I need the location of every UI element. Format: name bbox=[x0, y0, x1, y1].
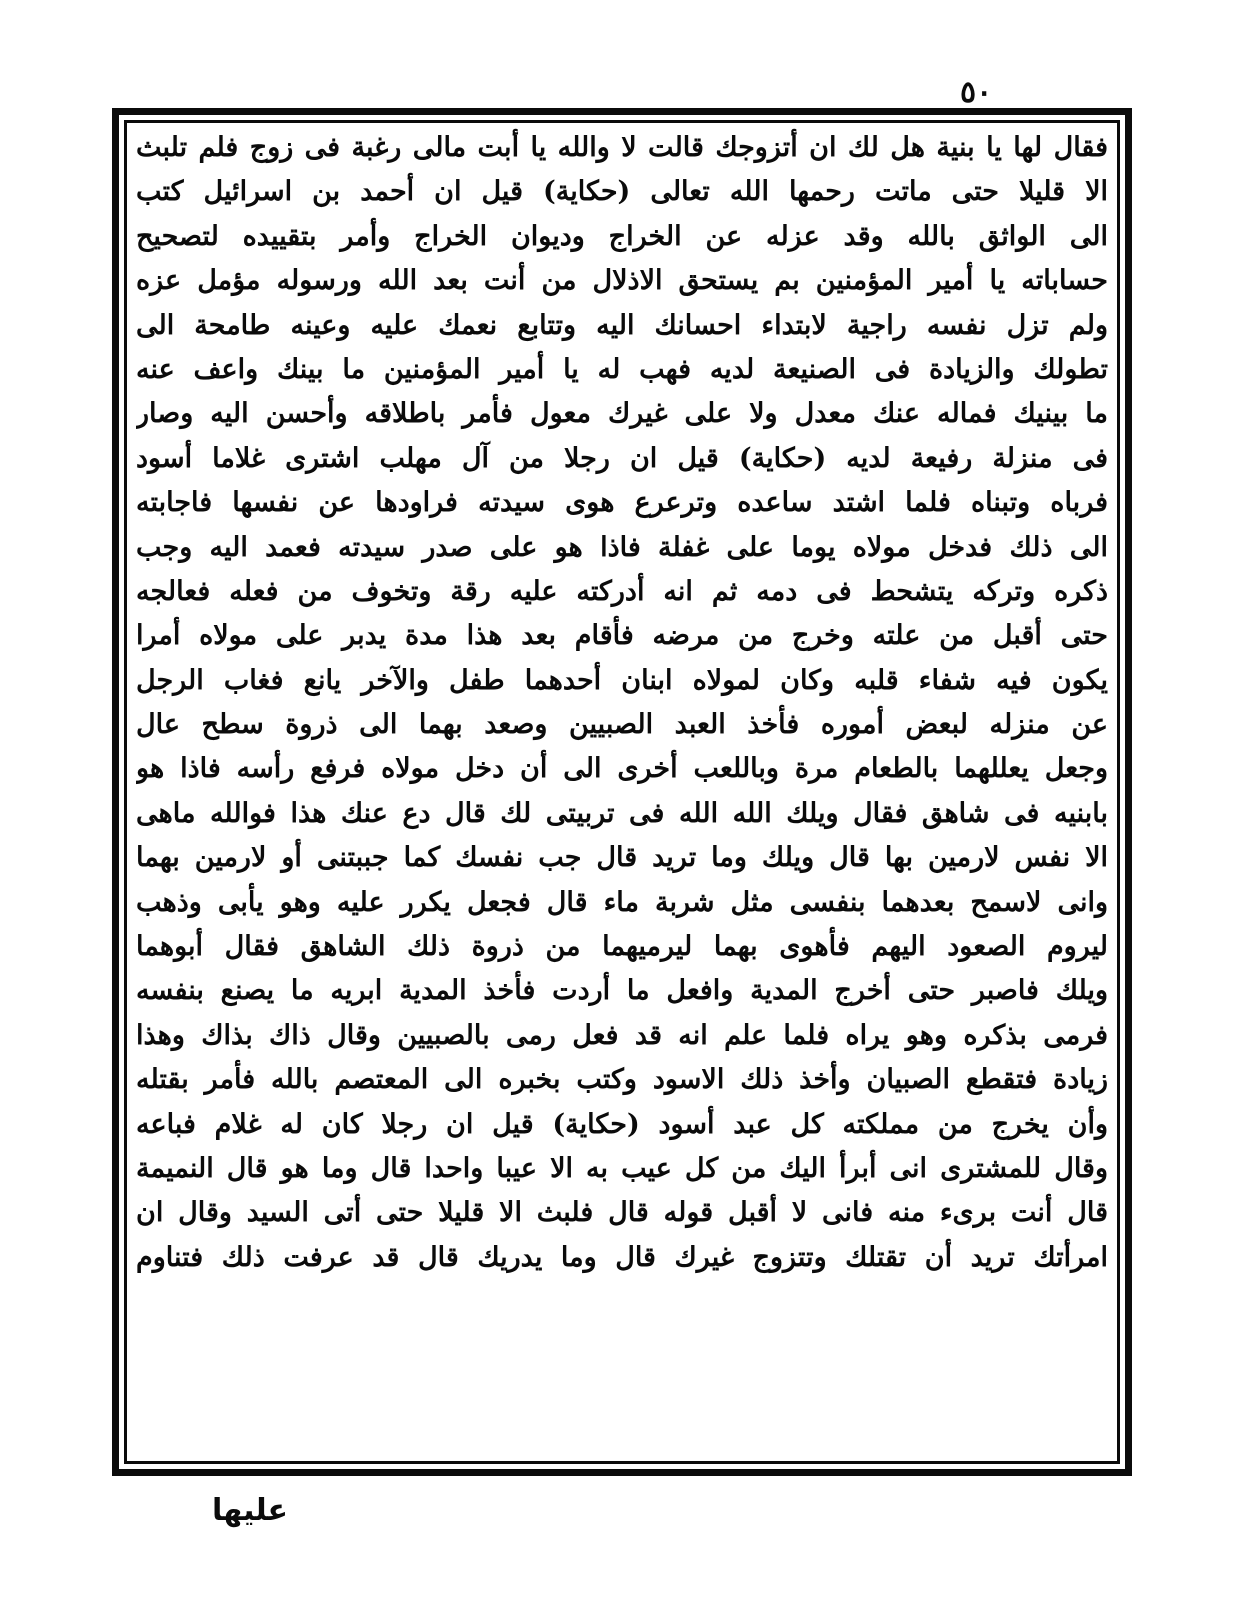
text-line: عن منزله لبعض أموره فأخذ العبد الصبيين وصعد بهما الى ذروة سطح عال bbox=[136, 709, 1108, 741]
text-line: حساباته يا أمير المؤمنين بم يستحق الاذلال من أنت بعد الله ورسوله مؤمل عزه bbox=[136, 265, 1108, 297]
text-line: قال أنت برىء منه فانى لا أقبل قوله قال فلبث الا قليلا حتى أتى السيد وقال ان bbox=[136, 1197, 1108, 1229]
main-text-block bbox=[136, 126, 1108, 1460]
text-line: وقال للمشترى انى أبرأ اليك من كل عيب به الا عيبا واحدا قال وما هو قال النميمة bbox=[136, 1152, 1108, 1184]
catchword: عليها bbox=[212, 1493, 289, 1528]
text-line: الى الواثق بالله وقد عزله عن الخراج وديوان الخراج وأمر بتقييده لتصحيح bbox=[136, 220, 1108, 252]
text-line: الا نفس لارمين بها قال ويلك وما تريد قال جب نفسك كما جببتنى أو لارمين بهما bbox=[136, 842, 1108, 874]
text-line: وأن يخرج من مملكته كل عبد أسود (حكاية) قيل ان رجلا كان له غلام فباعه bbox=[136, 1108, 1108, 1140]
text-line: حتى أقبل من علته وخرج من مرضه فأقام بعد هذا مدة يدبر على مولاه أمرا bbox=[136, 620, 1108, 652]
text-line: زيادة فتقطع الصبيان وأخذ ذلك الاسود وكتب بخبره الى المعتصم بالله فأمر بقتله bbox=[136, 1064, 1108, 1096]
text-line: ليروم الصعود اليهم فأهوى بهما ليرميهما من ذروة ذلك الشاهق فقال أبوهما bbox=[136, 931, 1108, 963]
text-line: بابنيه فى شاهق فقال ويلك الله الله فى تربيتى لك قال دع عنك هذا فوالله ماهى bbox=[136, 797, 1108, 829]
page-number: ٥٠ bbox=[960, 75, 993, 110]
text-line: ذكره وتركه يتشحط فى دمه ثم انه أدركته عليه رقة وتخوف من فعله فعالجه bbox=[136, 575, 1108, 607]
text-line: ما بينيك فماله عنك معدل ولا على غيرك معول فأمر باطلاقه وأحسن اليه وصار bbox=[136, 398, 1108, 430]
text-line: الا قليلا حتى ماتت رحمها الله تعالى (حكاية) قيل ان أحمد بن اسرائيل كتب bbox=[136, 176, 1108, 208]
text-line: فرمى بذكره وهو يراه فلما علم انه قد فعل رمى بالصبيين وقال ذاك بذاك وهذا bbox=[136, 1019, 1108, 1051]
text-line: امرأتك تريد أن تقتلك وتتزوج غيرك قال وما يدريك قال قد عرفت ذلك فتناوم bbox=[136, 1241, 1108, 1273]
text-line: فرباه وتبناه فلما اشتد ساعده وترعرع هوى سيدته فراودها عن نفسها فاجابته bbox=[136, 487, 1108, 519]
text-line: الى ذلك فدخل مولاه يوما على غفلة فاذا هو على صدر سيدته فعمد اليه وجب bbox=[136, 531, 1108, 563]
text-line: تطولك والزيادة فى الصنيعة لديه فهب له يا أمير المؤمنين ما بينك واعف عنه bbox=[136, 353, 1108, 385]
text-line: ويلك فاصبر حتى أخرج المدية وافعل ما أردت فأخذ المدية ابريه ما يصنع بنفسه bbox=[136, 975, 1108, 1007]
text-line: فى منزلة رفيعة لديه (حكاية) قيل ان رجلا من آل مهلب اشترى غلاما أسود bbox=[136, 442, 1108, 474]
text-line: ولم تزل نفسه راجية لابتداء احسانك اليه وتتابع نعمك عليه وعينه طامحة الى bbox=[136, 309, 1108, 341]
text-line: يكون فيه شفاء قلبه وكان لمولاه ابنان أحدهما طفل والآخر يانع فغاب الرجل bbox=[136, 664, 1108, 696]
text-line: وانى لاسمح بعدهما بنفسى مثل شربة ماء قال فجعل يكرر عليه وهو يأبى وذهب bbox=[136, 886, 1108, 918]
text-line: وجعل يعللهما بالطعام مرة وباللعب أخرى الى أن دخل مولاه فرفع رأسه فاذا هو bbox=[136, 753, 1108, 785]
text-line: فقال لها يا بنية هل لك ان أتزوجك قالت لا والله يا أبت مالى رغبة فى زوج فلم تلبث bbox=[136, 132, 1108, 163]
